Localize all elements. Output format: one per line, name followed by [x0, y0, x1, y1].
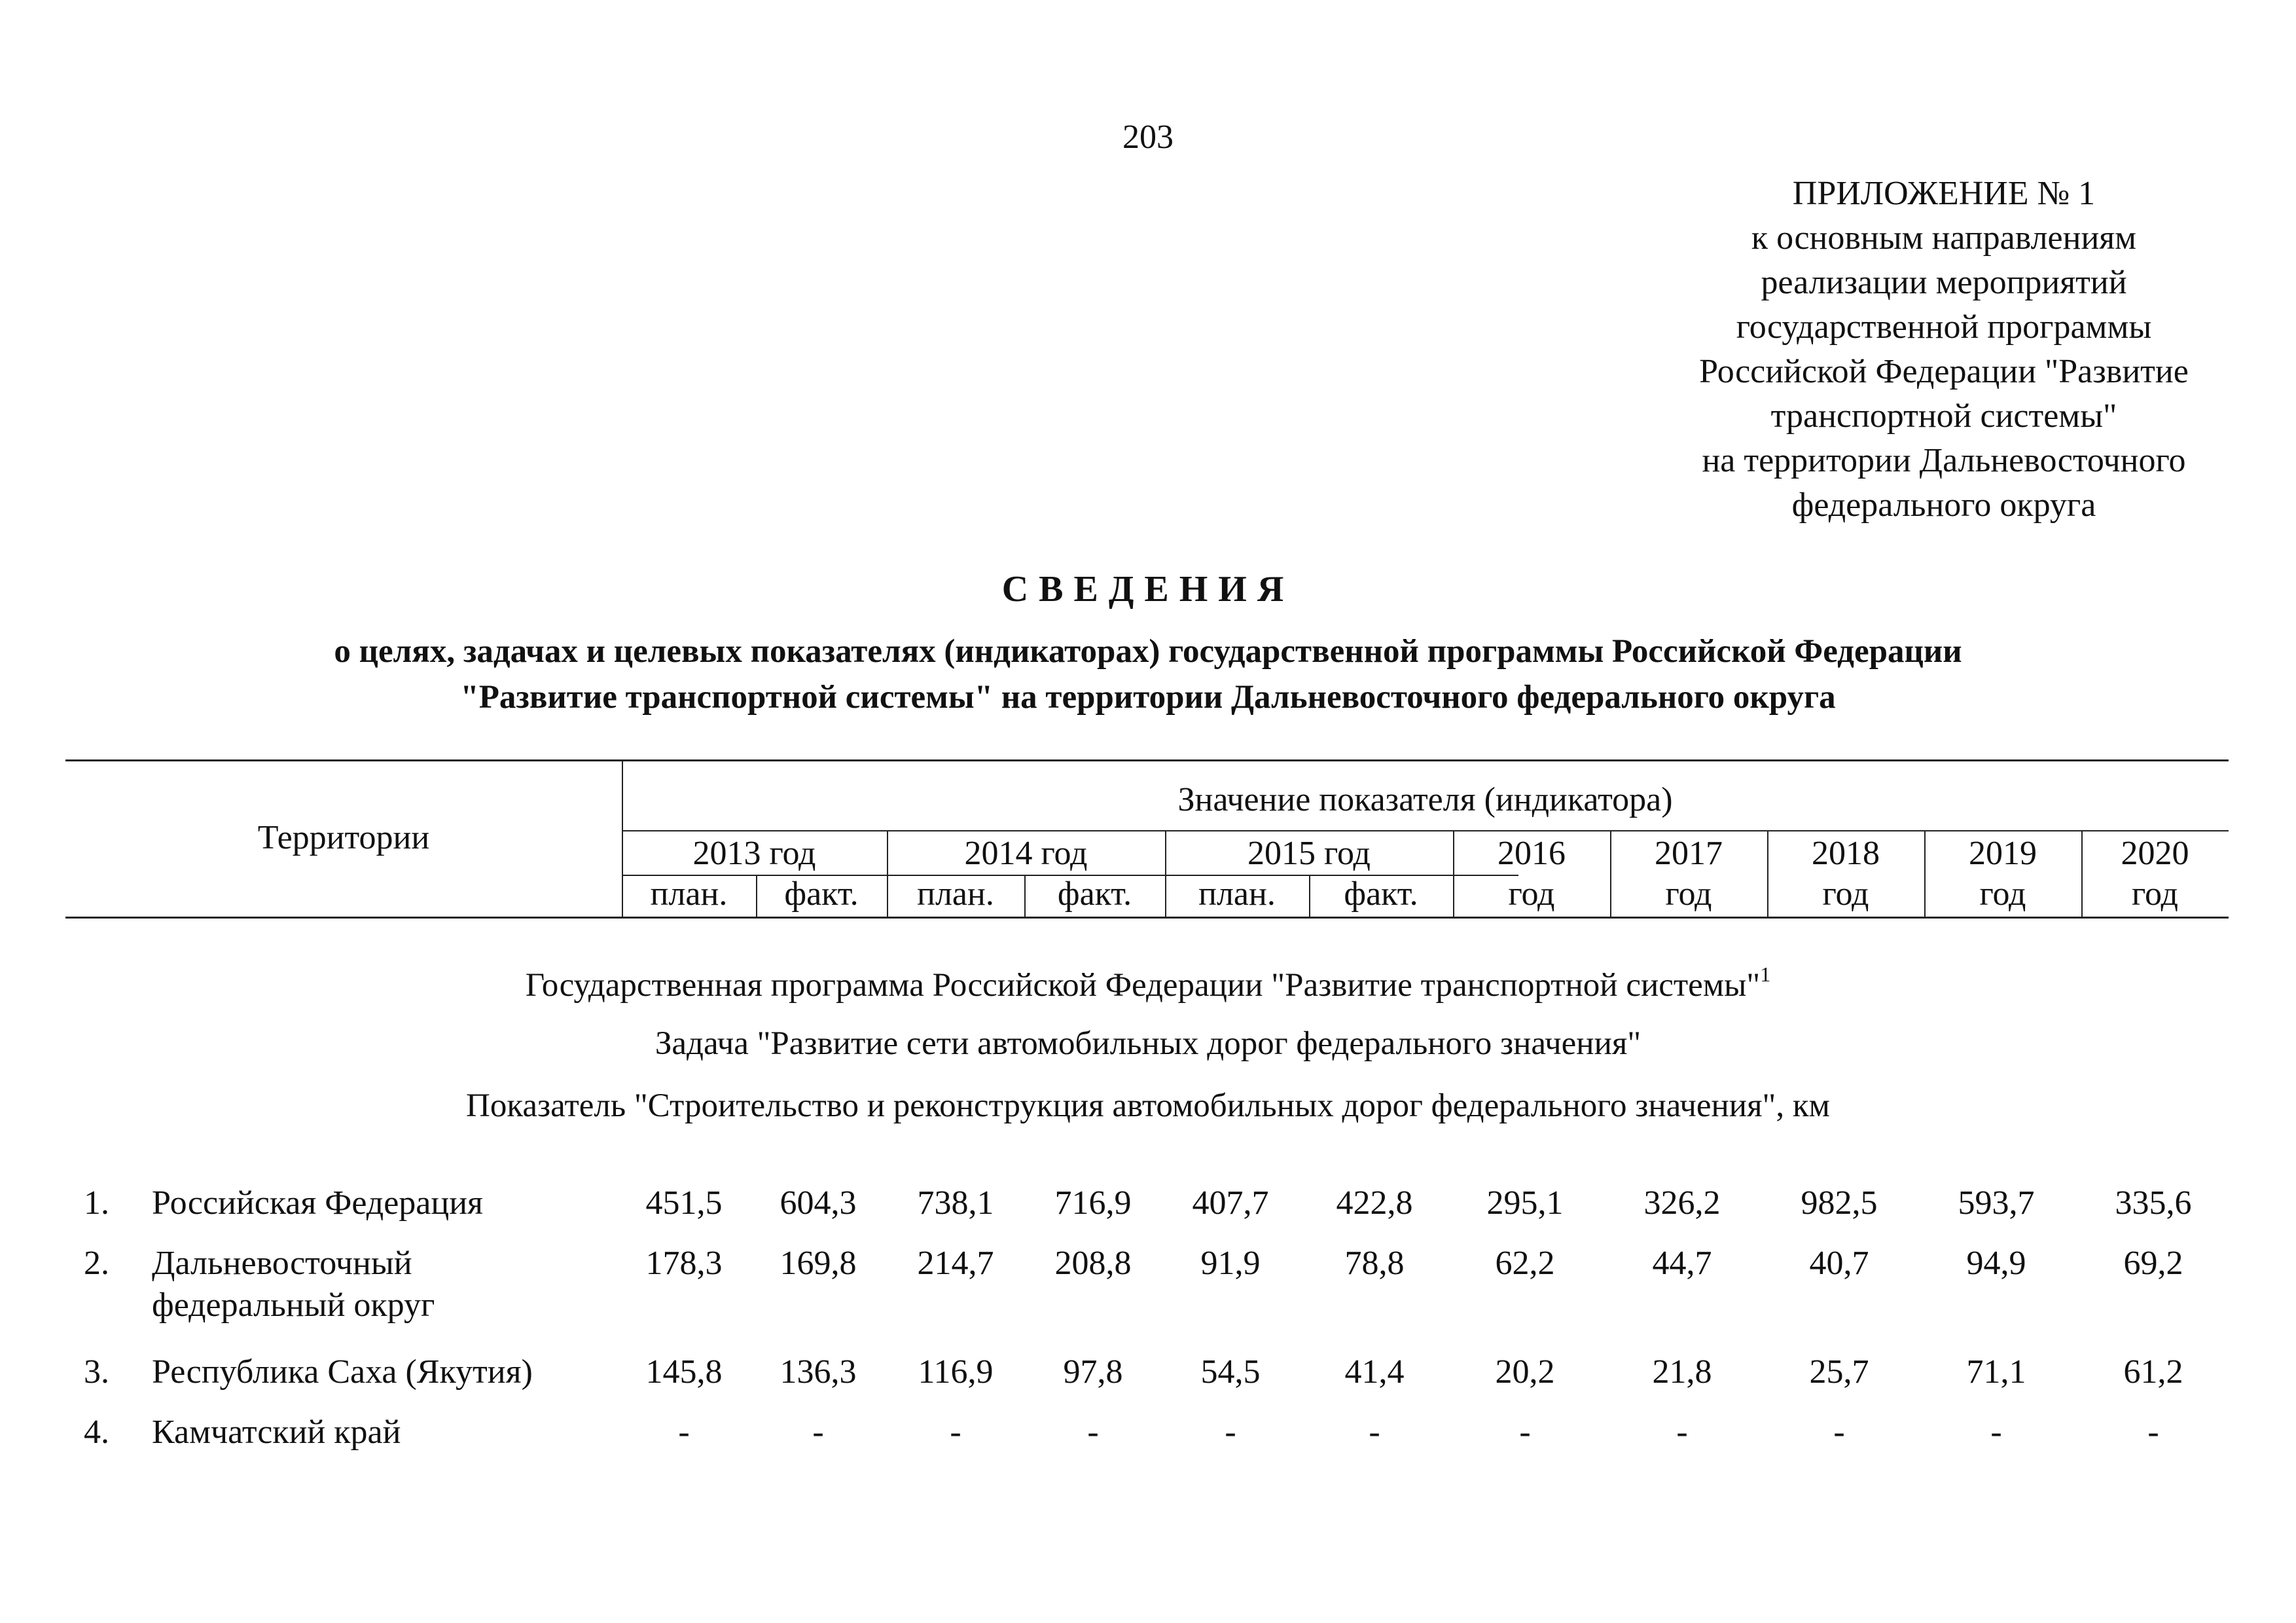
plan-header: план. — [650, 875, 728, 913]
year-2018-header: 2018 — [1812, 835, 1880, 872]
year-word: год — [1665, 875, 1712, 913]
value-cell: - — [950, 1413, 961, 1451]
appendix-line: Российской Федерации "Развитие — [1699, 353, 2189, 390]
row-territory-line: Республика Саха (Якутия) — [152, 1353, 533, 1391]
value-cell: 604,3 — [780, 1184, 857, 1222]
header-year-rule — [622, 830, 2229, 831]
value-cell: 145,8 — [645, 1353, 723, 1391]
header-top-rule — [65, 759, 2229, 761]
value-cell: 208,8 — [1054, 1245, 1132, 1282]
value-cell: 61,2 — [2123, 1353, 2183, 1391]
value-cell: 41,4 — [1344, 1353, 1405, 1391]
value-cell: 25,7 — [1809, 1353, 1869, 1391]
appendix-line: реализации мероприятий — [1761, 264, 2127, 301]
row-number: 4. — [84, 1413, 109, 1451]
value-cell: 214,7 — [917, 1245, 994, 1282]
row-territory — [152, 1412, 610, 1453]
year-2014-header: 2014 год — [964, 835, 1088, 872]
row-territory — [152, 1351, 610, 1393]
value-cell: 44,7 — [1652, 1245, 1712, 1282]
value-cell: - — [1833, 1413, 1845, 1451]
value-cell: - — [1519, 1413, 1531, 1451]
indicator-value-header: Значение показателя (индикатора) — [1177, 781, 1673, 818]
year-2020-header: 2020 — [2121, 835, 2189, 872]
plan-header: план. — [917, 875, 994, 913]
plan-header: план. — [1198, 875, 1276, 913]
year-word: год — [2132, 875, 2178, 913]
year-2017-header: 2017 — [1655, 835, 1723, 872]
value-cell: 62,2 — [1495, 1245, 1555, 1282]
row-number: 3. — [84, 1353, 109, 1391]
appendix-line: к основным направлениям — [1751, 219, 2137, 257]
value-cell: 40,7 — [1809, 1245, 1869, 1282]
value-cell: - — [1225, 1413, 1236, 1451]
indicator-heading: Показатель "Строительство и реконструкция автомобильных дорог федерального значения", км — [466, 1087, 1830, 1124]
fact-header: факт. — [1344, 875, 1418, 913]
year-2019-header: 2019 — [1969, 835, 2037, 872]
value-cell: 71,1 — [1966, 1353, 2026, 1391]
value-cell: 738,1 — [917, 1184, 994, 1222]
header-bottom-rule — [65, 917, 2229, 919]
value-cell: 54,5 — [1200, 1353, 1261, 1391]
fact-header: факт. — [1057, 875, 1132, 913]
table-header — [65, 759, 2229, 917]
value-cell: 69,2 — [2123, 1245, 2183, 1282]
task-heading: Задача "Развитие сети автомобильных дорог федерального значения" — [655, 1025, 1641, 1062]
value-cell: 407,7 — [1192, 1184, 1269, 1222]
value-cell: 451,5 — [645, 1184, 723, 1222]
value-cell: 335,6 — [2115, 1184, 2192, 1222]
value-cell: 21,8 — [1652, 1353, 1712, 1391]
value-cell: 94,9 — [1966, 1245, 2026, 1282]
row-territory-line: Российская Федерация — [152, 1184, 483, 1222]
year-2013-header: 2013 год — [692, 835, 816, 872]
appendix-line: государственной программы — [1736, 308, 2152, 346]
appendix-line: на территории Дальневосточного — [1702, 442, 2186, 479]
row-territory — [152, 1182, 610, 1224]
row-number: 2. — [84, 1245, 109, 1282]
value-cell: - — [1990, 1413, 2002, 1451]
value-cell: 593,7 — [1958, 1184, 2035, 1222]
year-word: год — [1979, 875, 2026, 913]
value-cell: - — [2147, 1413, 2159, 1451]
value-cell: - — [1087, 1413, 1099, 1451]
value-cell: 295,1 — [1486, 1184, 1564, 1222]
territories-header: Территории — [257, 819, 430, 856]
fact-header: факт. — [784, 875, 859, 913]
year-word: год — [1508, 875, 1555, 913]
row-territory-line: Дальневосточный — [152, 1245, 412, 1282]
value-cell: 97,8 — [1063, 1353, 1123, 1391]
program-heading — [0, 962, 2296, 1004]
value-cell: - — [1369, 1413, 1380, 1451]
document-subtitle — [0, 629, 2296, 720]
appendix-line: транспортной системы" — [1770, 397, 2117, 435]
value-cell: 169,8 — [780, 1245, 857, 1282]
value-cell: 91,9 — [1200, 1245, 1261, 1282]
value-cell: 178,3 — [645, 1245, 723, 1282]
row-territory — [152, 1243, 610, 1326]
value-cell: - — [1676, 1413, 1688, 1451]
value-cell: 716,9 — [1054, 1184, 1132, 1222]
appendix-line: ПРИЛОЖЕНИЕ № 1 — [1792, 175, 2096, 212]
value-cell: 422,8 — [1336, 1184, 1413, 1222]
value-cell: 982,5 — [1801, 1184, 1878, 1222]
subtitle-line-2: "Развитие транспортной системы" на территории Дальневосточного федерального округа — [460, 679, 1836, 716]
row-territory-line: Камчатский край — [152, 1413, 401, 1451]
row-number: 1. — [84, 1184, 109, 1222]
footnote-marker: 1 — [1760, 962, 1771, 986]
subtitle-line-1: о целях, задачах и целевых показателях (индикаторах) государственной программы Российской Федерации — [334, 633, 1962, 670]
page-number: 203 — [1122, 119, 1174, 156]
document-title: СВЕДЕНИЯ — [1001, 569, 1295, 610]
value-cell: 136,3 — [780, 1353, 857, 1391]
value-cell: 78,8 — [1344, 1245, 1405, 1282]
row-territory-line: федеральный округ — [152, 1286, 435, 1324]
appendix-line: федерального округа — [1791, 486, 2096, 524]
value-cell: - — [812, 1413, 824, 1451]
year-word: год — [1822, 875, 1869, 913]
value-cell: - — [678, 1413, 690, 1451]
year-2016-header: 2016 — [1498, 835, 1566, 872]
appendix-block — [1604, 172, 2284, 528]
year-2015-header: 2015 год — [1247, 835, 1371, 872]
value-cell: 20,2 — [1495, 1353, 1555, 1391]
value-cell: 326,2 — [1643, 1184, 1721, 1222]
program-text: Государственная программа Российской Федерации "Развитие транспортной системы" — [525, 967, 1761, 1004]
value-cell: 116,9 — [918, 1353, 994, 1391]
